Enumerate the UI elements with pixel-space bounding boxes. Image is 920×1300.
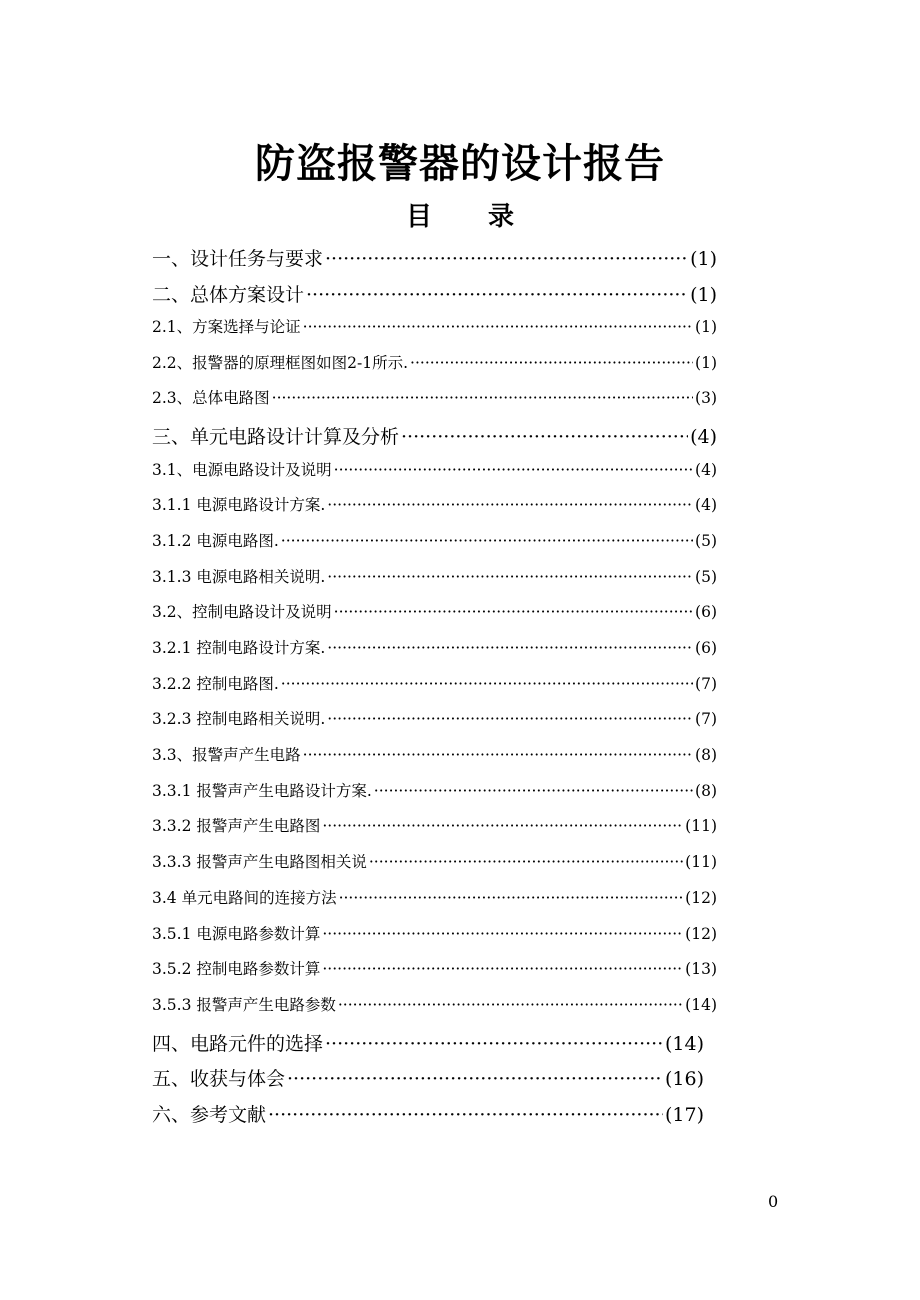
toc-entry-title: 五、收获与体会: [152, 1068, 286, 1091]
toc-entry-title: 3.3.1 报警声产生电路设计方案.: [152, 781, 372, 800]
toc-entry: [152, 672, 717, 708]
toc-entry-page: (7): [695, 674, 717, 693]
toc-entry-page: (17): [664, 1103, 704, 1126]
toc-entry-page: (4): [695, 460, 717, 479]
toc-dot-leader: [369, 853, 683, 871]
toc-entry-title: 3.2.1 控制电路设计方案.: [152, 639, 326, 657]
toc-entry: [152, 814, 717, 850]
toc-dot-leader: [374, 782, 693, 800]
toc-entry-title: 3.5.3 报警声产生电路参数: [152, 995, 336, 1014]
toc-entry-page: (5): [695, 567, 717, 586]
toc-entry-page: (12): [685, 888, 717, 907]
toc-entry-title: 3.3、报警声产生电路: [152, 746, 301, 765]
toc-dot-leader: [272, 389, 693, 407]
toc-entry-page: (6): [695, 639, 717, 657]
toc-dot-leader: [334, 603, 693, 621]
toc-entry-page: (11): [685, 853, 717, 872]
toc-heading: [0, 196, 920, 233]
toc-entry: [152, 957, 717, 993]
toc-entry-title: 六、参考文献: [152, 1103, 267, 1126]
toc-entry-title: 3.1、电源电路设计及说明: [152, 460, 332, 479]
toc-entry: [152, 1029, 704, 1065]
toc-entry-page: (14): [685, 995, 717, 1014]
toc-entry-page: (13): [685, 960, 717, 979]
toc-dot-leader: [339, 889, 684, 907]
toc-entry-title: 3.2.3 控制电路相关说明.: [152, 710, 326, 729]
toc-entry-page: (1): [695, 353, 717, 372]
toc-dot-leader: [322, 960, 683, 978]
toc-dot-leader: [327, 710, 693, 728]
toc-dot-leader: [327, 496, 693, 514]
toc-dot-leader: [322, 817, 683, 835]
toc-dot-leader: [325, 248, 688, 270]
toc-entry: [152, 565, 717, 601]
toc-entry: [152, 886, 717, 922]
toc-entry: [152, 600, 717, 636]
toc-dot-leader: [325, 1033, 663, 1055]
toc-dot-leader: [322, 925, 683, 943]
toc-dot-leader: [338, 996, 683, 1014]
toc-entry: [152, 1100, 704, 1136]
toc-entry-page: (4): [695, 496, 717, 515]
toc-entry-title: 三、单元电路设计计算及分析: [152, 426, 400, 449]
toc-entry-page: (4): [690, 426, 717, 449]
toc-dot-leader: [410, 354, 693, 372]
toc-dot-leader: [401, 426, 688, 448]
toc-entry-page: (1): [695, 318, 717, 336]
toc-entry: [152, 422, 717, 458]
toc-entry: [152, 280, 717, 316]
toc-entry: [152, 743, 717, 779]
toc-entry: [152, 1064, 704, 1100]
toc-entry-page: (14): [664, 1032, 704, 1055]
toc-entry: [152, 707, 717, 743]
toc-entry-title: 3.2、控制电路设计及说明: [152, 603, 332, 622]
toc-entry-title: 一、设计任务与要求: [152, 248, 324, 270]
toc-entry: [152, 636, 717, 672]
toc-entry: [152, 386, 717, 422]
toc-entry-page: (3): [695, 389, 717, 408]
toc-entry-title: 2.3、总体电路图: [152, 389, 270, 408]
toc-entry: [152, 244, 717, 280]
toc-heading-right: 录: [488, 202, 515, 232]
toc-entry-title: 二、总体方案设计: [152, 283, 305, 306]
toc-entry: [152, 351, 717, 387]
toc-entry-title: 3.1.3 电源电路相关说明.: [152, 567, 326, 586]
toc-entry-title: 3.1.1 电源电路设计方案.: [152, 496, 326, 515]
page-number: 0: [768, 1192, 779, 1211]
toc-entry-title: 3.1.2 电源电路图.: [152, 531, 279, 550]
toc-dot-leader: [281, 675, 693, 693]
toc-entry: [152, 493, 717, 529]
toc-entry-page: (8): [695, 746, 717, 765]
toc-entry: [152, 922, 717, 958]
table-of-contents: [152, 244, 717, 1135]
toc-entry-title: 3.5.2 控制电路参数计算: [152, 960, 321, 979]
toc-dot-leader: [334, 461, 693, 479]
toc-entry-page: (5): [695, 531, 717, 550]
toc-entry: [152, 458, 717, 494]
toc-dot-leader: [303, 318, 693, 336]
toc-entry-title: 四、电路元件的选择: [152, 1032, 324, 1055]
toc-entry-page: (7): [695, 710, 717, 729]
toc-entry: [152, 993, 717, 1029]
toc-dot-leader: [327, 568, 693, 586]
toc-entry-page: (16): [664, 1068, 704, 1091]
toc-entry-title: 3.2.2 控制电路图.: [152, 674, 279, 693]
toc-entry-page: (11): [685, 817, 717, 836]
toc-entry-page: (6): [695, 603, 717, 622]
toc-entry: [152, 529, 717, 565]
toc-dot-leader: [303, 746, 693, 764]
toc-dot-leader: [306, 284, 688, 306]
document-title: 防盗报警器的设计报告: [255, 140, 665, 187]
toc-dot-leader: [281, 532, 693, 550]
toc-entry-title: 2.2、报警器的原理框图如图2-1所示.: [152, 353, 409, 372]
toc-entry: [152, 779, 717, 815]
toc-dot-leader: [287, 1068, 663, 1090]
toc-entry-page: (12): [685, 924, 717, 943]
toc-dot-leader: [268, 1104, 663, 1126]
toc-entry-title: 3.3.2 报警声产生电路图: [152, 817, 321, 836]
toc-entry-page: (8): [695, 781, 717, 800]
toc-entry-title: 3.4 单元电路间的连接方法: [152, 888, 337, 907]
toc-entry-title: 3.3.3 报警声产生电路图相关说: [152, 853, 367, 872]
toc-entry: [152, 850, 717, 886]
toc-entry-page: (1): [690, 283, 717, 306]
toc-entry: [152, 315, 717, 351]
toc-entry-page: (1): [690, 248, 717, 270]
toc-heading-left: 目: [405, 202, 432, 232]
toc-dot-leader: [327, 639, 693, 657]
toc-entry-title: 2.1、方案选择与论证: [152, 318, 301, 336]
toc-entry-title: 3.5.1 电源电路参数计算: [152, 924, 321, 943]
